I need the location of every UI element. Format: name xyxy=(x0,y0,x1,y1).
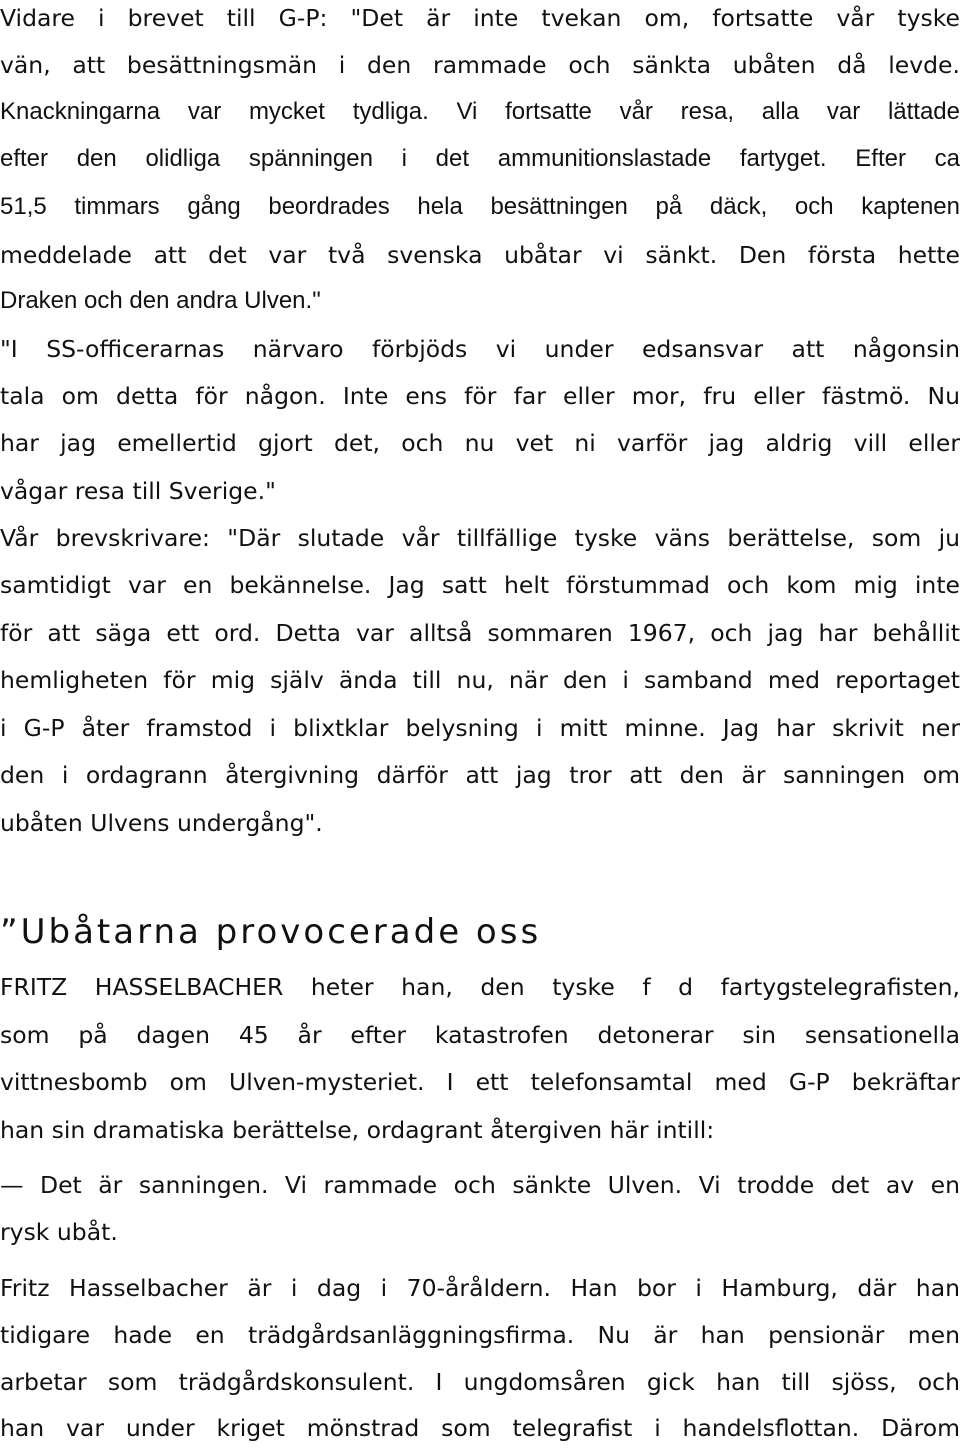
text-line: arbetar som trädgårdskonsulent. I ungdomsåren gick han till sjöss, och xyxy=(0,1368,960,1396)
text-line: han sin dramatiska berättelse, ordagrant återgiven här intill: xyxy=(0,1116,715,1144)
text-line: "I SS-officerarnas närvaro förbjöds vi under edsansvar att någonsin xyxy=(0,335,960,363)
section-heading: ”Ubåtarna provocerade oss xyxy=(0,912,542,952)
text-line: vågar resa till Sverige." xyxy=(0,477,276,505)
text-line: Vidare i brevet till G-P: "Det är inte tvekan om, fortsatte vår tyske xyxy=(0,4,960,32)
text-line: tala om detta för någon. Inte ens för far eller mor, fru eller fästmö. Nu xyxy=(0,382,960,410)
text-line: Draken och den andra Ulven." xyxy=(0,287,321,314)
text-line: hemligheten för mig själv ända till nu, när den i samband med reportaget xyxy=(0,666,960,694)
text-line: Fritz Hasselbacher är i dag i 70-åråldern. Han bor i Hamburg, där han xyxy=(0,1274,960,1302)
text-line: för att säga ett ord. Detta var alltså sommaren 1967, och jag har behållit xyxy=(0,619,960,647)
text-line: han var under kriget mönstrad som telegrafist i handelsflottan. Därom xyxy=(0,1414,960,1442)
text-line: meddelade att det var två svenska ubåtar vi sänkt. Den första hette xyxy=(0,241,960,269)
text-line: efter den olidliga spänningen i det ammunitionslastade fartyget. Efter ca xyxy=(0,145,960,172)
text-line: rysk ubåt. xyxy=(0,1218,118,1246)
text-line: 51,5 timmars gång beordrades hela besättningen på däck, och kaptenen xyxy=(0,193,960,220)
text-line: i G-P åter framstod i blixtklar belysning i mitt minne. Jag har skrivit ner xyxy=(0,714,960,742)
text-line: vän, att besättningsmän i den rammade och sänkta ubåten då levde. xyxy=(0,51,960,79)
text-line: Knackningarna var mycket tydliga. Vi fortsatte vår resa, alla var lättade xyxy=(0,98,960,125)
text-line: ubåten Ulvens undergång". xyxy=(0,809,323,837)
text-line: samtidigt var en bekännelse. Jag satt helt förstummad och kom mig inte xyxy=(0,571,960,599)
text-line: den i ordagrann återgivning därför att jag tror att den är sanningen om xyxy=(0,761,960,789)
text-line: som på dagen 45 år efter katastrofen detonerar sin sensationella xyxy=(0,1021,960,1049)
text-line: Vår brevskrivare: "Där slutade vår tillfällige tyske väns berättelse, som ju xyxy=(0,524,960,552)
text-line: tidigare hade en trädgårdsanläggningsfirma. Nu är han pensionär men xyxy=(0,1321,960,1349)
text-line: har jag emellertid gjort det, och nu vet ni varför jag aldrig vill eller xyxy=(0,429,960,457)
text-line: FRITZ HASSELBACHER heter han, den tyske f d fartygstelegrafisten, xyxy=(0,973,960,1001)
text-line: — Det är sanningen. Vi rammade och sänkte Ulven. Vi trodde det av en xyxy=(0,1171,960,1199)
text-line: vittnesbomb om Ulven-mysteriet. I ett telefonsamtal med G-P bekräftar xyxy=(0,1068,960,1096)
